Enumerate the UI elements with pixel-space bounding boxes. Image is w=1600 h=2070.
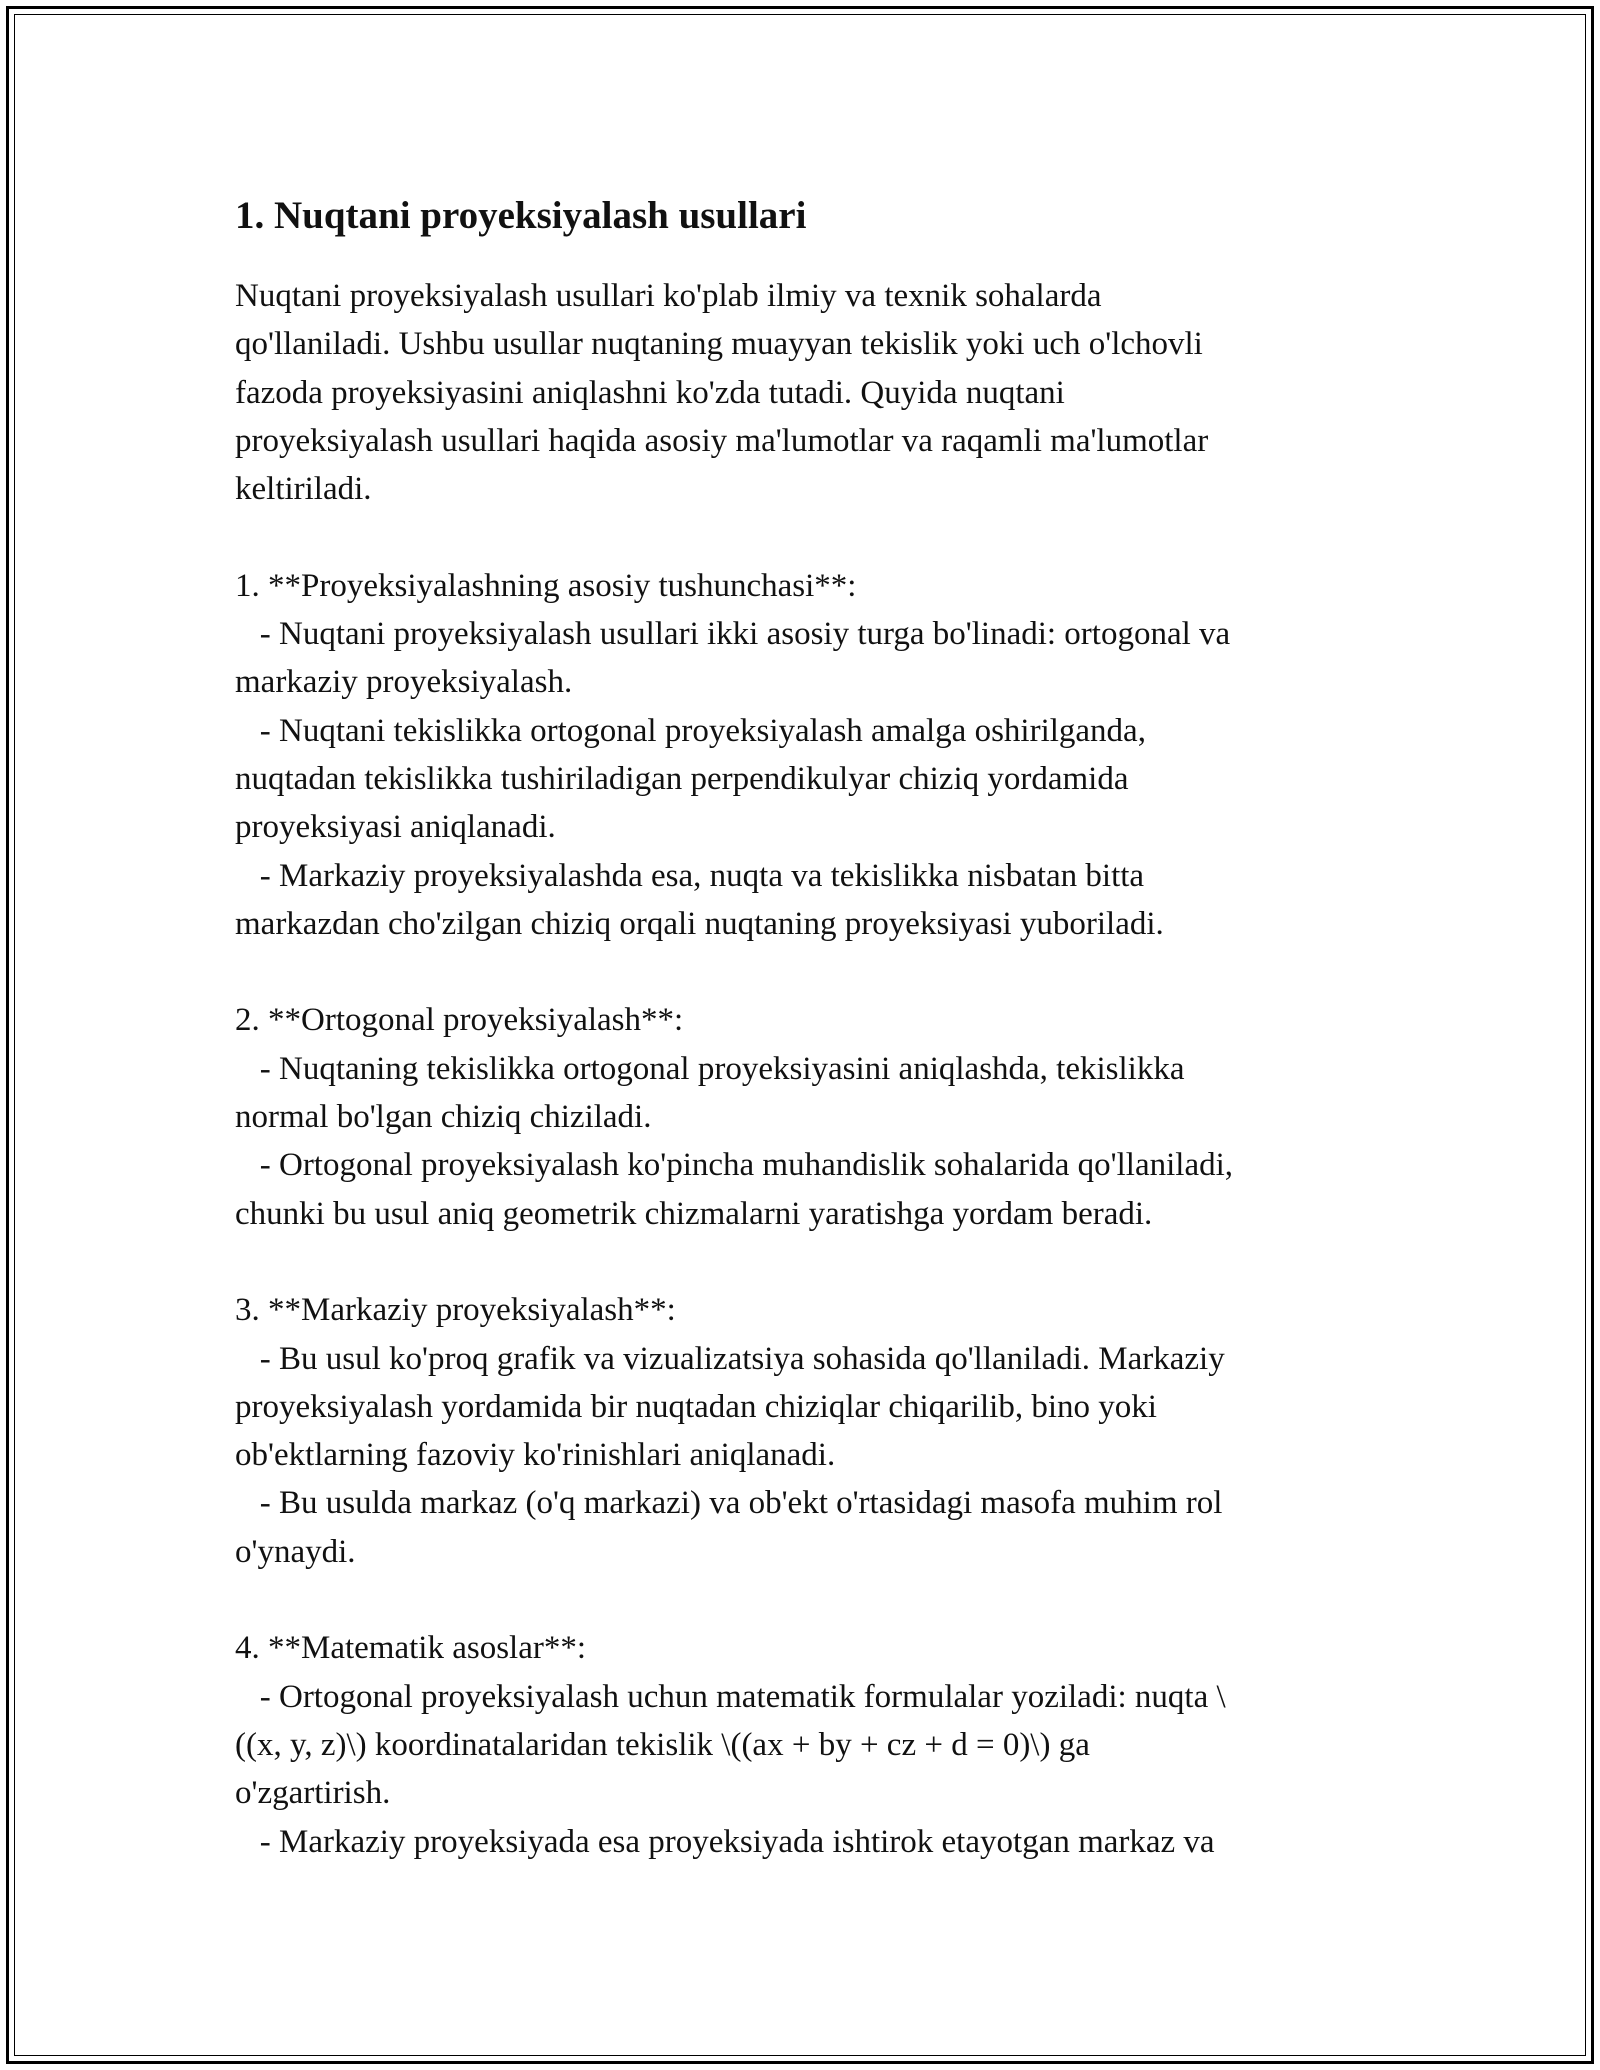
text-line: - Markaziy proyeksiyada esa proyeksiyada ishtirok etayotgan markaz va [235,1823,1215,1860]
text-line: - Markaziy proyeksiyalashda esa, nuqta va tekislikka nisbatan bitta [235,857,1145,894]
text-line: - Nuqtani proyeksiyalash usullari ikki asosiy turga bo'linadi: ortogonal va [235,616,1231,653]
text-line: markaziy proyeksiyalash. [235,664,573,701]
text-line: - Bu usul ko'proq grafik va vizualizatsiya sohasida qo'llaniladi. Markaziy [235,1340,1225,1377]
text-line: ob'ektlarning fazoviy ko'rinishlari aniqlanadi. [235,1437,836,1474]
text-line: nuqtadan tekislikka tushiriladigan perpendikulyar chiziq yordamida [235,760,1129,797]
intro-paragraph [235,272,1365,513]
text-line: qo'llaniladi. Ushbu usullar nuqtaning muayyan tekislik yoki uch o'lchovli [235,326,1203,363]
section-4 [235,1624,1365,1865]
text-line: ((x, y, z)\) koordinatalaridan tekislik \((ax + by + cz + d = 0)\) ga [235,1726,1090,1763]
text-line: proyeksiyalash yordamida bir nuqtadan chiziqlar chiqarilib, bino yoki [235,1388,1157,1425]
text-line: - Ortogonal proyeksiyalash ko'pincha muhandislik sohalarida qo'llaniladi, [235,1147,1234,1184]
document-text [235,272,1365,1866]
text-line: keltiriladi. [235,471,372,508]
text-line: normal bo'lgan chiziq chiziladi. [235,1099,652,1136]
section-heading: 3. **Markaziy proyeksiyalash**: [235,1292,676,1329]
text-line: o'zgartirish. [235,1775,391,1812]
section-heading: 4. **Matematik asoslar**: [235,1630,587,1667]
text-line: o'ynaydi. [235,1533,356,1570]
section-3 [235,1286,1365,1576]
text-line: - Bu usulda markaz (o'q markazi) va ob'ekt o'rtasidagi masofa muhim rol [235,1485,1223,1522]
text-line: proyeksiyasi aniqlanadi. [235,809,556,846]
section-2 [235,996,1365,1237]
blank-line [235,1238,1365,1286]
blank-line [235,1576,1365,1624]
text-line: fazoda proyeksiyasini aniqlashni ko'zda tutadi. Quyida nuqtani [235,374,1065,411]
text-line: proyeksiyalash usullari haqida asosiy ma'lumotlar va raqamli ma'lumotlar [235,422,1209,459]
document-body [235,188,1365,1866]
blank-line [235,513,1365,561]
text-line: markazdan cho'zilgan chiziq orqali nuqtaning proyeksiyasi yuboriladi. [235,905,1164,942]
section-1 [235,562,1365,948]
text-line: chunki bu usul aniq geometrik chizmalarni yaratishga yordam beradi. [235,1195,1153,1232]
section-heading: 1. **Proyeksiyalashning asosiy tushunchasi**: [235,567,857,604]
blank-line [235,948,1365,996]
text-line: - Nuqtaning tekislikka ortogonal proyeksiyasini aniqlashda, tekislikka [235,1050,1185,1087]
section-heading: 2. **Ortogonal proyeksiyalash**: [235,1002,684,1039]
text-line: - Ortogonal proyeksiyalash uchun matematik formulalar yoziladi: nuqta \ [235,1678,1226,1715]
text-line: - Nuqtani tekislikka ortogonal proyeksiyalash amalga oshirilganda, [235,712,1146,749]
text-line: Nuqtani proyeksiyalash usullari ko'plab ilmiy va texnik sohalarda [235,278,1102,314]
page-title: 1. Nuqtani proyeksiyalash usullari [235,194,807,237]
